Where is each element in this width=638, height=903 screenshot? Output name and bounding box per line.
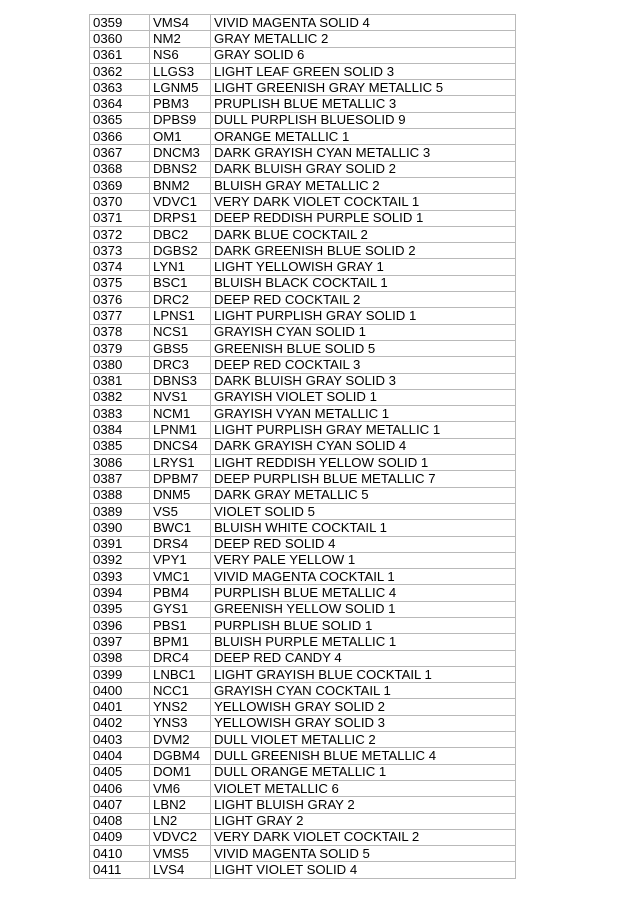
color-name-cell: VIOLET METALLIC 6: [211, 780, 516, 796]
color-code-cell: DRS4: [150, 536, 211, 552]
color-code-cell: PBM4: [150, 585, 211, 601]
entry-number-cell: 0394: [90, 585, 150, 601]
table-row: [90, 259, 516, 275]
color-code-cell: LGNM5: [150, 80, 211, 96]
color-name-cell: DULL PURPLISH BLUESOLID 9: [211, 112, 516, 128]
color-name-cell: LIGHT BLUISH GRAY 2: [211, 797, 516, 813]
color-code-cell: VMS4: [150, 15, 211, 31]
color-name-cell: GRAYISH VIOLET SOLID 1: [211, 389, 516, 405]
color-code-cell: DRC3: [150, 357, 211, 373]
entry-number-cell: 0407: [90, 797, 150, 813]
color-code-cell: YNS2: [150, 699, 211, 715]
color-name-cell: BLUISH PURPLE METALLIC 1: [211, 634, 516, 650]
entry-number-cell: 0404: [90, 748, 150, 764]
table-row: [90, 650, 516, 666]
color-code-cell: VM6: [150, 780, 211, 796]
entry-number-cell: 0405: [90, 764, 150, 780]
entry-number-cell: 0370: [90, 194, 150, 210]
entry-number-cell: 0383: [90, 406, 150, 422]
entry-number-cell: 0369: [90, 177, 150, 193]
color-code-cell: NCS1: [150, 324, 211, 340]
table-row: [90, 617, 516, 633]
table-row: [90, 829, 516, 845]
table-row: [90, 194, 516, 210]
table-row: [90, 210, 516, 226]
color-code-cell: DBNS3: [150, 373, 211, 389]
entry-number-cell: 0377: [90, 308, 150, 324]
entry-number-cell: 0388: [90, 487, 150, 503]
entry-number-cell: 0391: [90, 536, 150, 552]
entry-number-cell: 0390: [90, 520, 150, 536]
table-row: [90, 520, 516, 536]
color-name-cell: DEEP RED SOLID 4: [211, 536, 516, 552]
color-name-cell: LIGHT PURPLISH GRAY METALLIC 1: [211, 422, 516, 438]
color-name-cell: DARK GRAYISH CYAN METALLIC 3: [211, 145, 516, 161]
table-row: [90, 601, 516, 617]
color-code-cell: LRYS1: [150, 455, 211, 471]
table-row: [90, 862, 516, 878]
color-code-cell: NCC1: [150, 683, 211, 699]
color-code-cell: LLGS3: [150, 63, 211, 79]
entry-number-cell: 0363: [90, 80, 150, 96]
entry-number-cell: 0389: [90, 503, 150, 519]
entry-number-cell: 0364: [90, 96, 150, 112]
color-name-cell: LIGHT LEAF GREEN SOLID 3: [211, 63, 516, 79]
color-name-cell: PRUPLISH BLUE METALLIC 3: [211, 96, 516, 112]
table-row: [90, 422, 516, 438]
color-code-table: [89, 14, 516, 879]
entry-number-cell: 0402: [90, 715, 150, 731]
color-name-cell: VERY DARK VIOLET COCKTAIL 1: [211, 194, 516, 210]
table-row: [90, 569, 516, 585]
color-name-cell: LIGHT VIOLET SOLID 4: [211, 862, 516, 878]
color-name-cell: BLUISH WHITE COCKTAIL 1: [211, 520, 516, 536]
color-code-cell: YNS3: [150, 715, 211, 731]
color-name-cell: VERY PALE YELLOW 1: [211, 552, 516, 568]
table-row: [90, 226, 516, 242]
table-row: [90, 438, 516, 454]
color-name-cell: LIGHT GRAY 2: [211, 813, 516, 829]
entry-number-cell: 0399: [90, 666, 150, 682]
entry-number-cell: 0360: [90, 31, 150, 47]
color-code-cell: DGBS2: [150, 243, 211, 259]
color-name-cell: DARK GRAYISH CYAN SOLID 4: [211, 438, 516, 454]
table-row: [90, 47, 516, 63]
entry-number-cell: 0365: [90, 112, 150, 128]
color-code-cell: PBS1: [150, 617, 211, 633]
color-name-cell: GRAYISH VYAN METALLIC 1: [211, 406, 516, 422]
color-name-cell: DARK BLUE COCKTAIL 2: [211, 226, 516, 242]
color-name-cell: GREENISH YELLOW SOLID 1: [211, 601, 516, 617]
color-code-cell: BSC1: [150, 275, 211, 291]
table-row: [90, 145, 516, 161]
table-row: [90, 813, 516, 829]
entry-number-cell: 0409: [90, 829, 150, 845]
color-name-cell: VERY DARK VIOLET COCKTAIL 2: [211, 829, 516, 845]
entry-number-cell: 0376: [90, 292, 150, 308]
entry-number-cell: 0378: [90, 324, 150, 340]
table-row: [90, 748, 516, 764]
color-name-cell: VIVID MAGENTA COCKTAIL 1: [211, 569, 516, 585]
color-code-cell: BNM2: [150, 177, 211, 193]
table-row: [90, 455, 516, 471]
color-name-cell: VIOLET SOLID 5: [211, 503, 516, 519]
entry-number-cell: 0398: [90, 650, 150, 666]
entry-number-cell: 0387: [90, 471, 150, 487]
color-code-cell: DRPS1: [150, 210, 211, 226]
color-name-cell: BLUISH GRAY METALLIC 2: [211, 177, 516, 193]
color-code-cell: DVM2: [150, 732, 211, 748]
color-name-cell: LIGHT REDDISH YELLOW SOLID 1: [211, 455, 516, 471]
color-code-cell: BWC1: [150, 520, 211, 536]
color-code-cell: GYS1: [150, 601, 211, 617]
table-row: [90, 503, 516, 519]
color-code-cell: LYN1: [150, 259, 211, 275]
color-code-cell: DNM5: [150, 487, 211, 503]
table-row: [90, 634, 516, 650]
color-name-cell: DARK GRAY METALLIC 5: [211, 487, 516, 503]
table-row: [90, 96, 516, 112]
table-row: [90, 112, 516, 128]
color-code-cell: DNCS4: [150, 438, 211, 454]
color-name-cell: DARK BLUISH GRAY SOLID 2: [211, 161, 516, 177]
entry-number-cell: 0366: [90, 129, 150, 145]
table-row: [90, 471, 516, 487]
table-row: [90, 487, 516, 503]
entry-number-cell: 0397: [90, 634, 150, 650]
entry-number-cell: 0362: [90, 63, 150, 79]
table-row: [90, 80, 516, 96]
entry-number-cell: 0367: [90, 145, 150, 161]
color-name-cell: LIGHT YELLOWISH GRAY 1: [211, 259, 516, 275]
color-code-cell: OM1: [150, 129, 211, 145]
table-row: [90, 389, 516, 405]
color-name-cell: DARK BLUISH GRAY SOLID 3: [211, 373, 516, 389]
entry-number-cell: 0382: [90, 389, 150, 405]
color-code-cell: NVS1: [150, 389, 211, 405]
color-code-cell: VPY1: [150, 552, 211, 568]
table-row: [90, 373, 516, 389]
color-name-cell: DEEP RED COCKTAIL 3: [211, 357, 516, 373]
table-row: [90, 780, 516, 796]
color-code-cell: VDVC2: [150, 829, 211, 845]
entry-number-cell: 0359: [90, 15, 150, 31]
table-row: [90, 552, 516, 568]
color-name-cell: BLUISH BLACK COCKTAIL 1: [211, 275, 516, 291]
color-name-cell: LIGHT PURPLISH GRAY SOLID 1: [211, 308, 516, 324]
entry-number-cell: 0379: [90, 340, 150, 356]
color-name-cell: DULL ORANGE METALLIC 1: [211, 764, 516, 780]
table-row: [90, 699, 516, 715]
color-code-cell: NS6: [150, 47, 211, 63]
color-code-cell: VDVC1: [150, 194, 211, 210]
color-name-cell: LIGHT GREENISH GRAY METALLIC 5: [211, 80, 516, 96]
color-code-table-body: [90, 15, 516, 879]
entry-number-cell: 3086: [90, 455, 150, 471]
color-code-cell: NCM1: [150, 406, 211, 422]
table-row: [90, 536, 516, 552]
table-row: [90, 161, 516, 177]
table-row: [90, 764, 516, 780]
color-name-cell: YELLOWISH GRAY SOLID 2: [211, 699, 516, 715]
color-code-cell: DBNS2: [150, 161, 211, 177]
entry-number-cell: 0403: [90, 732, 150, 748]
entry-number-cell: 0371: [90, 210, 150, 226]
entry-number-cell: 0396: [90, 617, 150, 633]
entry-number-cell: 0406: [90, 780, 150, 796]
entry-number-cell: 0393: [90, 569, 150, 585]
table-row: [90, 275, 516, 291]
table-row: [90, 797, 516, 813]
color-name-cell: PURPLISH BLUE METALLIC 4: [211, 585, 516, 601]
table-row: [90, 63, 516, 79]
color-name-cell: PURPLISH BLUE SOLID 1: [211, 617, 516, 633]
color-code-cell: PBM3: [150, 96, 211, 112]
color-code-cell: LVS4: [150, 862, 211, 878]
entry-number-cell: 0401: [90, 699, 150, 715]
table-row: [90, 324, 516, 340]
color-name-cell: VIVID MAGENTA SOLID 5: [211, 846, 516, 862]
table-row: [90, 406, 516, 422]
color-code-cell: LNBC1: [150, 666, 211, 682]
entry-number-cell: 0361: [90, 47, 150, 63]
color-name-cell: DARK GREENISH BLUE SOLID 2: [211, 243, 516, 259]
entry-number-cell: 0374: [90, 259, 150, 275]
table-row: [90, 715, 516, 731]
color-code-cell: NM2: [150, 31, 211, 47]
color-code-cell: VS5: [150, 503, 211, 519]
color-name-cell: GRAY METALLIC 2: [211, 31, 516, 47]
table-row: [90, 129, 516, 145]
color-name-cell: VIVID MAGENTA SOLID 4: [211, 15, 516, 31]
table-row: [90, 846, 516, 862]
color-code-cell: LPNS1: [150, 308, 211, 324]
color-name-cell: GRAY SOLID 6: [211, 47, 516, 63]
entry-number-cell: 0381: [90, 373, 150, 389]
color-name-cell: DULL GREENISH BLUE METALLIC 4: [211, 748, 516, 764]
color-code-cell: DRC4: [150, 650, 211, 666]
color-name-cell: GREENISH BLUE SOLID 5: [211, 340, 516, 356]
color-code-cell: VMC1: [150, 569, 211, 585]
color-code-cell: DPBM7: [150, 471, 211, 487]
color-code-cell: BPM1: [150, 634, 211, 650]
color-code-cell: DNCM3: [150, 145, 211, 161]
table-row: [90, 177, 516, 193]
color-code-cell: DGBM4: [150, 748, 211, 764]
color-code-cell: VMS5: [150, 846, 211, 862]
table-row: [90, 340, 516, 356]
color-name-cell: DEEP PURPLISH BLUE METALLIC 7: [211, 471, 516, 487]
color-code-cell: LPNM1: [150, 422, 211, 438]
entry-number-cell: 0373: [90, 243, 150, 259]
table-row: [90, 585, 516, 601]
color-name-cell: ORANGE METALLIC 1: [211, 129, 516, 145]
table-row: [90, 292, 516, 308]
entry-number-cell: 0384: [90, 422, 150, 438]
table-row: [90, 243, 516, 259]
color-name-cell: DEEP RED CANDY 4: [211, 650, 516, 666]
entry-number-cell: 0411: [90, 862, 150, 878]
color-code-cell: DRC2: [150, 292, 211, 308]
entry-number-cell: 0400: [90, 683, 150, 699]
entry-number-cell: 0368: [90, 161, 150, 177]
table-row: [90, 357, 516, 373]
table-row: [90, 15, 516, 31]
entry-number-cell: 0372: [90, 226, 150, 242]
color-name-cell: GRAYISH CYAN COCKTAIL 1: [211, 683, 516, 699]
color-name-cell: LIGHT GRAYISH BLUE COCKTAIL 1: [211, 666, 516, 682]
entry-number-cell: 0392: [90, 552, 150, 568]
entry-number-cell: 0408: [90, 813, 150, 829]
entry-number-cell: 0385: [90, 438, 150, 454]
color-name-cell: DEEP REDDISH PURPLE SOLID 1: [211, 210, 516, 226]
table-row: [90, 308, 516, 324]
table-row: [90, 31, 516, 47]
color-code-cell: DOM1: [150, 764, 211, 780]
color-name-cell: GRAYISH CYAN SOLID 1: [211, 324, 516, 340]
color-code-cell: GBS5: [150, 340, 211, 356]
entry-number-cell: 0380: [90, 357, 150, 373]
table-row: [90, 683, 516, 699]
color-name-cell: DULL VIOLET METALLIC 2: [211, 732, 516, 748]
color-code-cell: DBC2: [150, 226, 211, 242]
color-code-cell: LN2: [150, 813, 211, 829]
entry-number-cell: 0395: [90, 601, 150, 617]
entry-number-cell: 0375: [90, 275, 150, 291]
color-name-cell: DEEP RED COCKTAIL 2: [211, 292, 516, 308]
table-row: [90, 666, 516, 682]
color-code-cell: DPBS9: [150, 112, 211, 128]
table-row: [90, 732, 516, 748]
color-code-cell: LBN2: [150, 797, 211, 813]
entry-number-cell: 0410: [90, 846, 150, 862]
color-name-cell: YELLOWISH GRAY SOLID 3: [211, 715, 516, 731]
